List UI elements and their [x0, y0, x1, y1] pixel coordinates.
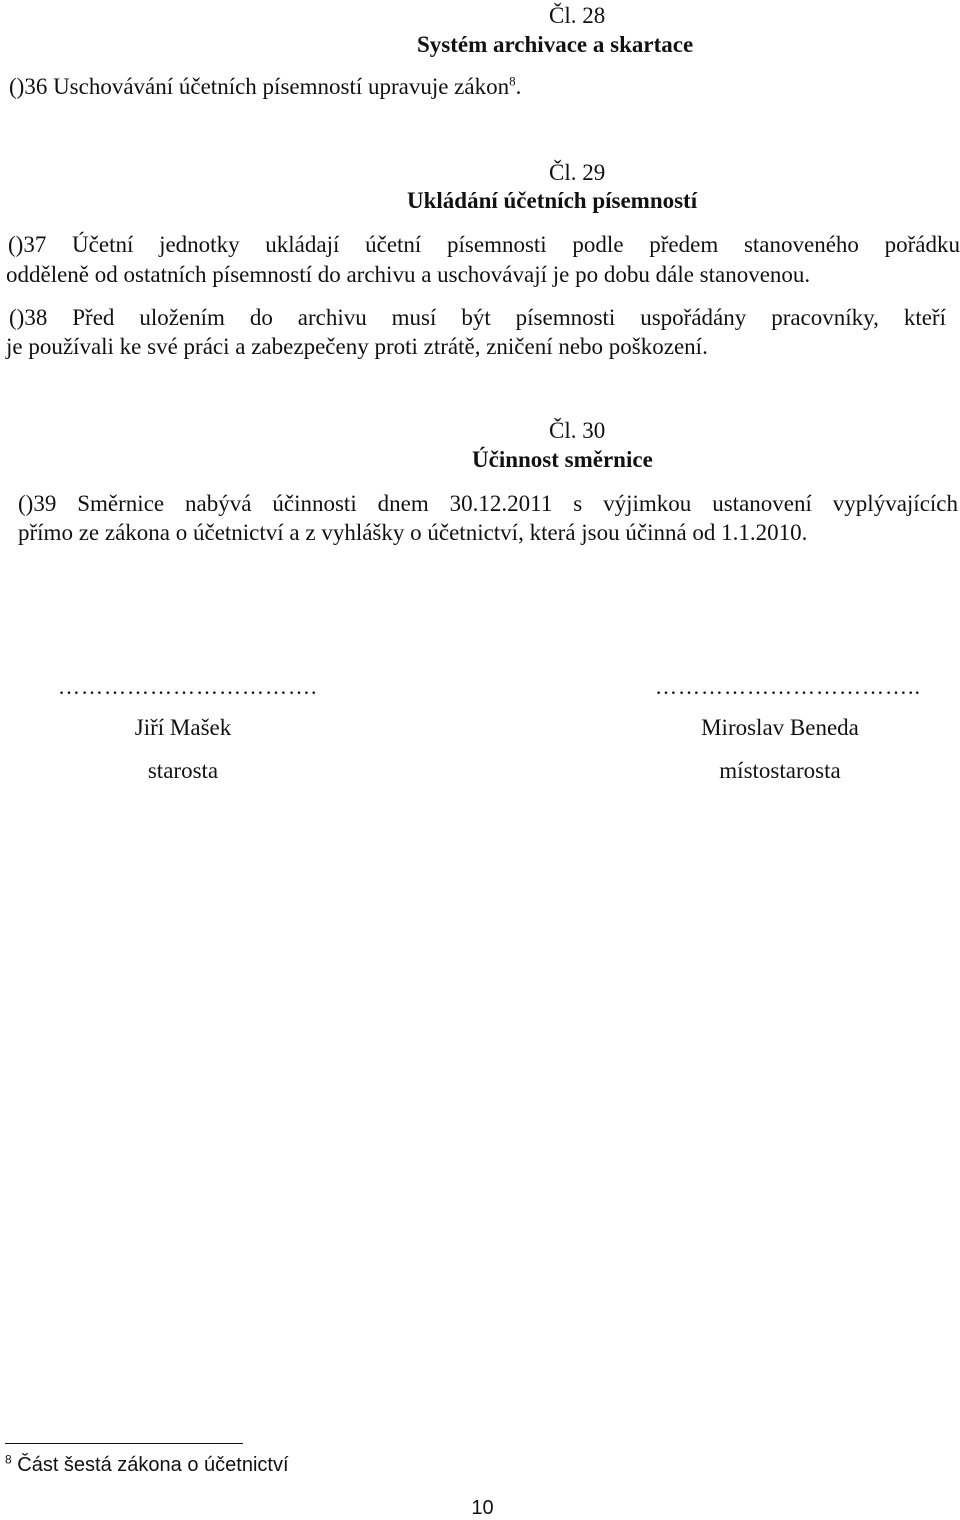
- signatory-role-right: místostarosta: [719, 758, 841, 783]
- signatory-name-left: Jiří Mašek: [134, 715, 232, 740]
- paragraph-39-line-2: přímo ze zákona o účetnictví a z vyhlášky o účetnictví, která jsou účinná od 1.1.2010.: [18, 520, 808, 545]
- page-number: 10: [471, 1497, 494, 1519]
- signatory-role-left: starosta: [147, 758, 219, 783]
- paragraph-38-line-2: je používali ke své práci a zabezpečeny proti ztrátě, zničení nebo poškození.: [6, 334, 708, 359]
- article-29-title: Ukládání účetních písemností: [407, 188, 698, 213]
- paragraph-37-line-1: ()37 Účetní jednotky ukládají účetní písemnosti podle předem stanoveného pořádku: [8, 232, 960, 257]
- article-29-number: Čl. 29: [549, 160, 606, 185]
- footnote-mark: 8: [5, 1452, 12, 1467]
- signature-line-right: ……………………………..: [655, 674, 921, 699]
- footnote-separator: [5, 1443, 243, 1444]
- signatory-name-right: Miroslav Beneda: [701, 715, 859, 740]
- paragraph-38-line-1: ()38 Před uložením do archivu musí být písemnosti uspořádány pracovníky, kteří: [9, 305, 946, 330]
- paragraph-39-line-1: ()39 Směrnice nabývá účinnosti dnem 30.12.2011 s výjimkou ustanovení vyplývajících: [18, 491, 958, 516]
- footnote-text: Část šestá zákona o účetnictví: [17, 1454, 289, 1476]
- article-30-number: Čl. 30: [549, 418, 606, 443]
- footnote-reference: 8: [509, 73, 516, 89]
- signature-line-left: …………………………….: [58, 674, 318, 699]
- article-30-title: Účinnost směrnice: [472, 447, 653, 472]
- article-28-title: Systém archivace a skartace: [417, 32, 694, 57]
- paragraph-36-end: .: [515, 74, 522, 99]
- paragraph-36-text: ()36 Uschovávání účetních písemností upravuje zákon: [9, 74, 510, 99]
- paragraph-36: [9, 73, 521, 101]
- footnote: [5, 1452, 289, 1478]
- article-28-number: Čl. 28: [549, 3, 606, 28]
- paragraph-37-line-2: odděleně od ostatních písemností do archivu a uschovávají je po dobu dále stanovenou.: [6, 262, 811, 287]
